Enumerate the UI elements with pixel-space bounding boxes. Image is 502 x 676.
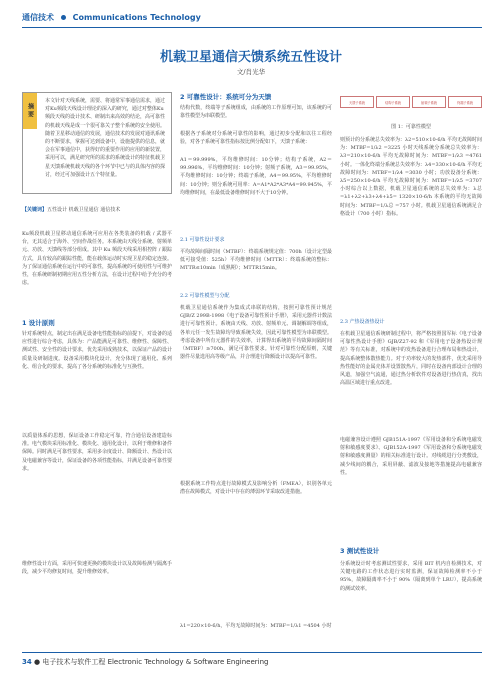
section-1-paragraph-1: 针对系统特点，制定出在满足设备电性能指标的前提下，对设备的适应性进行综合考虑，具体为：产品能满足可靠性、维修性、保障性、测试性、安全性的设计要求，优先采用成熟技术，以保证产品的设计质量及研制进度。设备采用模块化设计，充分体现了通用化、系列化、组合化的要求，提高了各分系统的标准化与互换性。 bbox=[22, 331, 173, 370]
page-number: 34 bbox=[22, 658, 32, 666]
header-divider bbox=[22, 27, 482, 28]
keywords bbox=[22, 206, 172, 214]
subsection-2-2-text-2: 根据系统工作特点进行故障模式及影响分析（FMEA），识别各单元潜在故障模式，对设计中存在的薄弱环节采取改进措施。 bbox=[180, 481, 332, 496]
magazine-en: Electronic Technology & Software Engineering bbox=[107, 658, 269, 666]
intro-paragraph: Ku频段机载卫星移动通信系统可应用在各类装备的机载 / 武器平台，无其适合于海外、空间作战任务。本系统由天线分系统、射频单元、功放、天馈线等部分组成。其中 Ku 频段天线采用相控阵 / 跟踪方式，具有较高的跟踪性能，能在载体运动时实现卫星的稳定连接。为了保证通信系统在运行中的可靠性，提高系统的可使用性与可维护性，在系统研制初期应用五性分析方法，在设计过程中给予充分的考虑。 bbox=[22, 231, 173, 287]
magazine-cn: 电子技术与软件工程 bbox=[42, 658, 106, 666]
section-1-paragraph-3: 维修性设计方面，采用可快速更换的模块设计以及故障检测与隔离手段，减少平均修复时间，提升维修效率。 bbox=[22, 561, 173, 576]
abstract-text: 本文针对天线系统，需要、将通常军事通信需求，通过对Ku频段天线设计理论的深入的研究，通过对整体Ku频段天线的设计技术、研制出来高效的结论，高可靠性的机载天线是成一个很可靠关子整个系统的安全使用。随着卫星移动通信的发展，通信技术的发展对通讯系统的不断要求，掌握可达到设备中，设施提供的信息，就会在军事通信中，获得好的重要作用的应用的新装置，采用可以，满足研究所的需求的系统设计的特征机载卫星天馈系统机载天线的各个环节中已与的具体内容的探讨，经过可加强设计五个特征量。 bbox=[45, 98, 166, 178]
subsection-2-1-heading: 2.1 可靠性设计要求 bbox=[180, 237, 225, 243]
section-1-paragraph-2: 以质量体系的思想，保证设备工作稳定可靠，符合通信设备建造标准。电气模块采用标准化、模块化、通用化设计，以利于维修和备件保障。同时满足可靠性要求，采用多余度设计、降额设计、热设计以及电磁兼容等设计，保证设备的各项性能指标，并满足设备可靠性要求。 bbox=[22, 433, 173, 472]
subsection-2-2-text-3: λ1=220×10-6/h，平均无故障时间为：MTBF=1/λ1 =4504 小时 bbox=[180, 623, 332, 629]
page-footer bbox=[22, 657, 269, 667]
section-2-paragraph-1: 结构代数，终端等子系统组成，由系统的工作原理可知，该系统的可靠性模型为串联模型。 bbox=[180, 105, 332, 120]
article-authors: 文/肖光华 bbox=[236, 68, 266, 76]
article-title: 机载卫星通信天馈系统五性设计 bbox=[159, 50, 342, 65]
right-paragraph-1: 则预计的分系统总失效率为：λ2=510×10-6/h 平均无故障时间为：MTBF=1/λ2 =3225 小时天线系统分系统总失效率为：λ3=210×10-6/h 平均无故障时间为：MTBF=1/λ3 =4761 小时。一体化终端分系统总失效率为：λ4=330×10-6/h 平均无故障时间为：MTBF=1/λ4 =3030 小时；功放设备分系统：λ5=250×10-6/h 平均无故障时间为：MTBF=1/λ5 =3707 小时综合以上数据，机载卫星通信系统的总失效率为：λ总=λ1+λ2+λ3+λ4+λ5= 1320×10-6/h 本系统的平均无故障时间为：MTBF=1/λ总 =757 小时。机载卫星通信系统满足合格设计（700 小时）指标。 bbox=[340, 137, 483, 217]
page-header bbox=[22, 12, 482, 26]
section-3-heading: 3 测试性设计 bbox=[340, 547, 380, 555]
abstract-tag: 摘要 bbox=[23, 93, 37, 129]
section-2-paragraph-3: A1＝99.999%，平均维修时间：10分钟；结构子系统，A2＝99.996%，平均维修时间：10分钟；射频子系统，A3＝99.95%，平均维修时间：10分钟；终端子系统，A4＝99.95%，平均维修时间：10分钟；则分系统可用率：A=A1*A2*A3*A4=99.945%，平均维修时间，在最低设备维修时间不大于10分钟。 bbox=[180, 157, 332, 196]
reliability-model-figure bbox=[340, 92, 482, 116]
footer-divider bbox=[22, 652, 482, 653]
figure-caption: 图 1：可靠性模型 bbox=[391, 124, 431, 130]
section-3-text: 分系统设计时考虑测试性要求，采用 BIT 机内自检测技术，对关键电路的工作状态进行实时监测，保证故障检测率不小于 95%，故障隔离率不小于 90%（隔离到单个 LRU），提高系统的测试效率。 bbox=[340, 561, 482, 592]
section-label bbox=[22, 12, 201, 23]
keywords-text: 五性设计 机载卫星通信 通信技术 bbox=[47, 207, 121, 213]
figure-item-4: 终端子系统 bbox=[448, 96, 482, 108]
figure-item-1: 天馈子系统 bbox=[340, 96, 374, 108]
subsection-2-3-text: 在机载卫星通信系统研制过程中，将严格按照国军标《电子设备可靠性热设计手册》GJB/Z27-92 和《军用电子设备热设计规范》等有关标准，对系统中的发热设备进行合理布局和热设计，提高系统整体散热能力。对于功率较大的发热部件，优先采用导热性能好的金属壳体并设置散热片，同时在设备内部设计合理的风道，加强空气流通，通过热分析软件对设备进行热仿真，找出高温区域进行重点改进。 bbox=[340, 331, 482, 387]
bullet-icon: ● bbox=[33, 658, 41, 666]
subsection-2-3-text-2: 电磁兼容设计遵照 GJB151A-1997《军用设备和分系统电磁发射和敏感度要求》、GJB152A-1997《军用设备和分系统电磁发射和敏感度测量》的相关标准进行设计。对线缆进行分类敷设，减少线间的耦合，采用屏蔽、滤波及接地等措施提高电磁兼容性。 bbox=[340, 437, 482, 476]
figure-item-2: 结构子系统 bbox=[376, 96, 410, 108]
section-2-paragraph-2: 根据各子系统对分系统可靠性的影响，通过初步分配和以往工程经验，对各子系统可靠性指标按比例分配如下，天馈子系统： bbox=[180, 131, 332, 146]
figure-item-3: 射频子系统 bbox=[412, 96, 446, 108]
section-2-heading: 2 可靠性设计：系统可分为天馈 bbox=[180, 93, 272, 101]
abstract-box bbox=[22, 92, 172, 194]
subsection-2-2-heading: 2.2 可靠性模型与分配 bbox=[180, 293, 230, 299]
keywords-label: 【关键词】 bbox=[22, 207, 48, 213]
section-1-heading: 1 设计原则 bbox=[22, 319, 55, 327]
bullet-icon bbox=[61, 15, 66, 20]
subsection-2-2-text: 机载卫星通信系统作为集成式串联的结构，按照可靠性预计规范 GJB/Z 299B-1998《电子设备可靠性预计手册》，采用元器件计数法进行可靠性预计。系统由天线、功放、射频单元、调制解调等组成，各单元任一发生故障均导致系统失效，因此可靠性模型为串联模型。考虑设备中所有元器件的失效率，计算得出系统的平均故障间隔时间（MTBF）≥700h，满足可靠性要求。针对可靠性分配原则，关键器件尽量选用高等级产品，并合理进行降额设计以提高可靠性。 bbox=[180, 305, 332, 361]
section-cn: 通信技术 bbox=[22, 13, 54, 22]
subsection-2-1-text: 平均故障间隔时间（MTBF）：终端系统规定值：700h（设计定型最低可接受值：525h）平均维修时间（MTTR）：终端系统的整标：MTTR≤10min（成熟期）；MTTR15min。 bbox=[180, 249, 332, 272]
section-en: Communications Technology bbox=[72, 13, 201, 22]
subsection-2-3-heading: 2.3 产热设备热设计 bbox=[340, 319, 385, 325]
